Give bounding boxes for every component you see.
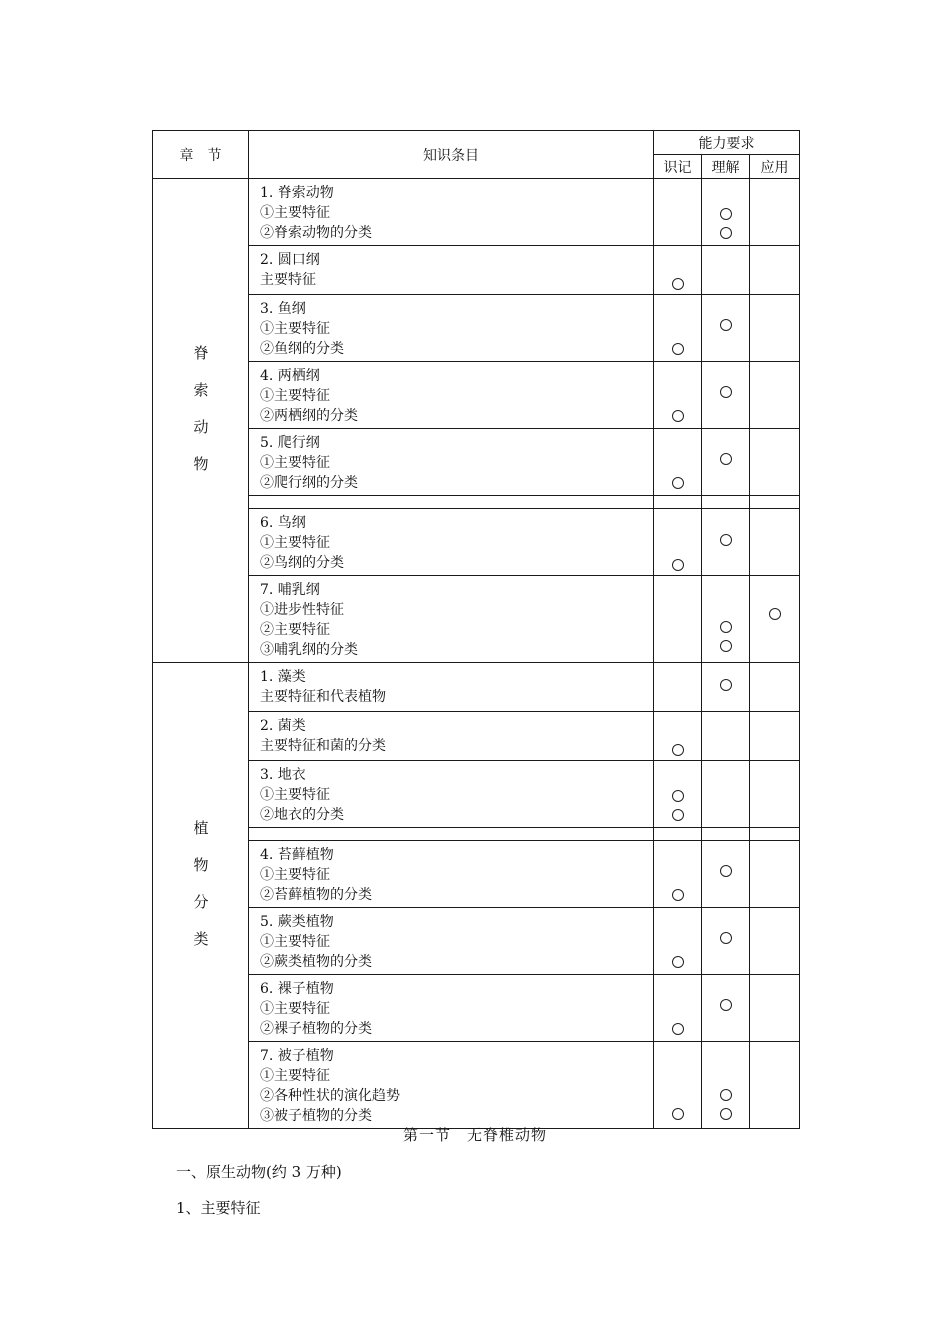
- mark-cell-understand: [702, 663, 750, 712]
- circle-mark-icon: [672, 744, 684, 756]
- mark-cell-apply: [750, 975, 800, 1042]
- page-break-gap: [153, 496, 800, 509]
- mark-cell-apply: [750, 712, 800, 761]
- circle-mark-icon: [720, 865, 732, 877]
- mark-cell-understand: [702, 841, 750, 908]
- item-cell: [249, 429, 654, 496]
- mark-cell-understand: [702, 975, 750, 1042]
- circle-mark-icon: [672, 1023, 684, 1035]
- page-break-gap: [153, 828, 800, 841]
- chapter-cell: [153, 179, 249, 663]
- item-cell: [249, 841, 654, 908]
- table-row: [153, 246, 800, 295]
- mark-cell-understand: [702, 576, 750, 663]
- item-subline: ②裸子植物的分类: [260, 1021, 372, 1037]
- item-subline: 主要特征和代表植物: [260, 689, 386, 705]
- circle-mark-icon: [672, 889, 684, 901]
- circle-mark-icon: [720, 1108, 732, 1120]
- circle-mark-icon: [769, 608, 781, 620]
- knowledge-table: [152, 130, 800, 1129]
- mark-cell-apply: [750, 576, 800, 663]
- mark-cell-understand: [702, 295, 750, 362]
- mark-cell-apply: [750, 362, 800, 429]
- mark-cell-understand: [702, 761, 750, 828]
- circle-mark-icon: [720, 999, 732, 1011]
- mark-cell-apply: [750, 841, 800, 908]
- item-subline: ①主要特征: [260, 455, 330, 471]
- circle-mark-icon: [672, 410, 684, 422]
- item-subline: ②两栖纲的分类: [260, 408, 358, 424]
- circle-mark-icon: [720, 679, 732, 691]
- item-subline: 主要特征: [260, 272, 316, 288]
- table-row: [153, 179, 800, 246]
- item-title: 1. 藻类: [260, 669, 306, 685]
- circle-mark-icon: [720, 386, 732, 398]
- item-cell: [249, 362, 654, 429]
- item-cell: [249, 509, 654, 576]
- header-item: 知识条目: [249, 131, 654, 179]
- circle-mark-icon: [672, 790, 684, 802]
- item-subline: ②蕨类植物的分类: [260, 954, 372, 970]
- mark-cell-understand: [702, 509, 750, 576]
- mark-cell-recall: [654, 429, 702, 496]
- mark-cell-understand: [702, 712, 750, 761]
- item-subline: ③被子植物的分类: [260, 1108, 372, 1124]
- heading-main-features: 1、主要特征: [176, 1199, 261, 1217]
- item-title: 7. 哺乳纲: [260, 582, 320, 598]
- mark-cell-apply: [750, 509, 800, 576]
- table-row: [153, 908, 800, 975]
- circle-mark-icon: [672, 477, 684, 489]
- mark-cell-understand: [702, 429, 750, 496]
- mark-cell-recall: [654, 712, 702, 761]
- mark-cell-recall: [654, 841, 702, 908]
- item-subline: ②脊索动物的分类: [260, 225, 372, 241]
- item-subline: ①主要特征: [260, 205, 330, 221]
- item-title: 6. 鸟纲: [260, 515, 306, 531]
- item-title: 6. 裸子植物: [260, 981, 334, 997]
- item-subline: ①进步性特征: [260, 602, 344, 618]
- mark-cell-apply: [750, 1042, 800, 1129]
- circle-mark-icon: [672, 1108, 684, 1120]
- mark-cell-apply: [750, 295, 800, 362]
- table-row: [153, 576, 800, 663]
- item-subline: 主要特征和菌的分类: [260, 738, 386, 754]
- mark-cell-apply: [750, 429, 800, 496]
- header-level-recall: 识记: [654, 155, 702, 179]
- item-title: 4. 苔藓植物: [260, 847, 334, 863]
- item-title: 3. 地衣: [260, 767, 306, 783]
- circle-mark-icon: [720, 640, 732, 652]
- header-level-apply: 应用: [750, 155, 800, 179]
- circle-mark-icon: [720, 534, 732, 546]
- item-subline: ②各种性状的演化趋势: [260, 1088, 400, 1104]
- circle-mark-icon: [672, 278, 684, 290]
- item-subline: ①主要特征: [260, 535, 330, 551]
- item-cell: [249, 179, 654, 246]
- mark-cell-recall: [654, 1042, 702, 1129]
- item-subline: ①主要特征: [260, 934, 330, 950]
- item-subline: ①主要特征: [260, 1001, 330, 1017]
- item-title: 5. 爬行纲: [260, 435, 320, 451]
- item-title: 2. 圆口纲: [260, 252, 320, 268]
- section-title: 第一节 无脊椎动物: [402, 1126, 547, 1144]
- item-cell: [249, 295, 654, 362]
- heading-protozoa: 一、原生动物(约 3 万种): [176, 1163, 342, 1181]
- item-subline: ①主要特征: [260, 787, 330, 803]
- mark-cell-understand: [702, 1042, 750, 1129]
- table-row: [153, 712, 800, 761]
- mark-cell-recall: [654, 576, 702, 663]
- item-cell: [249, 1042, 654, 1129]
- table-row: [153, 509, 800, 576]
- mark-cell-recall: [654, 246, 702, 295]
- mark-cell-apply: [750, 246, 800, 295]
- circle-mark-icon: [672, 559, 684, 571]
- item-cell: [249, 908, 654, 975]
- table-row: [153, 761, 800, 828]
- circle-mark-icon: [720, 319, 732, 331]
- mark-cell-recall: [654, 761, 702, 828]
- table-row: [153, 975, 800, 1042]
- item-cell: [249, 663, 654, 712]
- header-level-understand: 理解: [702, 155, 750, 179]
- mark-cell-understand: [702, 908, 750, 975]
- circle-mark-icon: [720, 453, 732, 465]
- item-subline: ①主要特征: [260, 1068, 330, 1084]
- knowledge-table-container: [152, 130, 799, 1129]
- item-cell: [249, 712, 654, 761]
- circle-mark-icon: [672, 956, 684, 968]
- mark-cell-understand: [702, 362, 750, 429]
- mark-cell-apply: [750, 908, 800, 975]
- circle-mark-icon: [720, 621, 732, 633]
- circle-mark-icon: [672, 809, 684, 821]
- item-subline: ①主要特征: [260, 388, 330, 404]
- chapter-name: 植物分类: [191, 819, 210, 968]
- mark-cell-understand: [702, 179, 750, 246]
- item-cell: [249, 975, 654, 1042]
- item-title: 2. 菌类: [260, 718, 306, 734]
- header-chapter: 章 节: [153, 131, 249, 179]
- mark-cell-recall: [654, 509, 702, 576]
- item-subline: ①主要特征: [260, 321, 330, 337]
- circle-mark-icon: [720, 208, 732, 220]
- item-cell: [249, 246, 654, 295]
- circle-mark-icon: [720, 1089, 732, 1101]
- item-title: 1. 脊索动物: [260, 185, 334, 201]
- mark-cell-recall: [654, 179, 702, 246]
- table-row: [153, 429, 800, 496]
- mark-cell-recall: [654, 908, 702, 975]
- circle-mark-icon: [720, 227, 732, 239]
- mark-cell-recall: [654, 362, 702, 429]
- mark-cell-apply: [750, 179, 800, 246]
- header-ability: 能力要求: [654, 131, 800, 155]
- item-subline: ②鸟纲的分类: [260, 555, 344, 571]
- item-title: 3. 鱼纲: [260, 301, 306, 317]
- table-row: [153, 295, 800, 362]
- mark-cell-understand: [702, 246, 750, 295]
- item-subline: ②苔藓植物的分类: [260, 887, 372, 903]
- circle-mark-icon: [672, 343, 684, 355]
- item-title: 4. 两栖纲: [260, 368, 320, 384]
- item-title: 5. 蕨类植物: [260, 914, 334, 930]
- item-cell: [249, 761, 654, 828]
- table-row: [153, 663, 800, 712]
- chapter-cell: [153, 663, 249, 1129]
- item-cell: [249, 576, 654, 663]
- mark-cell-apply: [750, 761, 800, 828]
- item-subline: ②主要特征: [260, 622, 330, 638]
- item-title: 7. 被子植物: [260, 1048, 334, 1064]
- item-subline: ①主要特征: [260, 867, 330, 883]
- table-row: [153, 362, 800, 429]
- item-subline: ②爬行纲的分类: [260, 475, 358, 491]
- circle-mark-icon: [720, 932, 732, 944]
- mark-cell-apply: [750, 663, 800, 712]
- mark-cell-recall: [654, 295, 702, 362]
- item-subline: ②鱼纲的分类: [260, 341, 344, 357]
- chapter-name: 脊索动物: [191, 344, 210, 493]
- mark-cell-recall: [654, 975, 702, 1042]
- table-row: [153, 841, 800, 908]
- mark-cell-recall: [654, 663, 702, 712]
- item-subline: ②地衣的分类: [260, 807, 344, 823]
- item-subline: ③哺乳纲的分类: [260, 642, 358, 658]
- table-row: [153, 1042, 800, 1129]
